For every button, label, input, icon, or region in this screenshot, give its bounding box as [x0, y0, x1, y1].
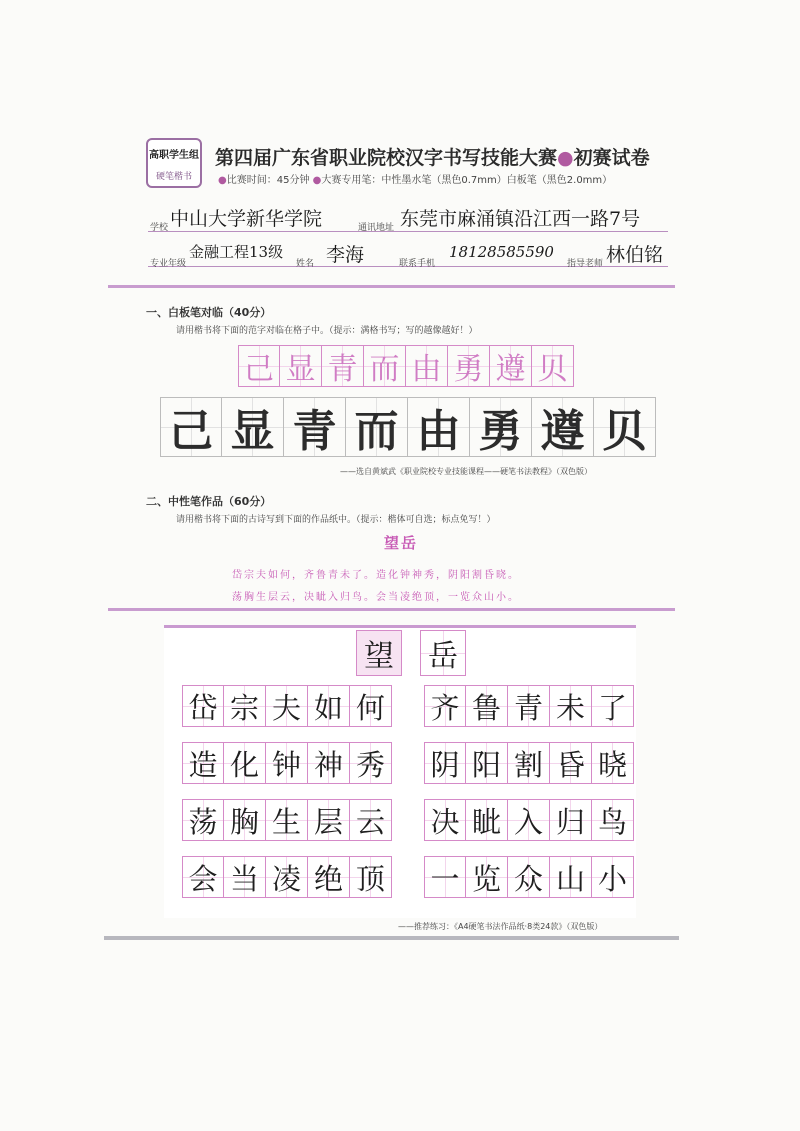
work-char: 夫 — [266, 685, 308, 727]
model-char: 由 — [406, 345, 448, 387]
poem-title: 望岳 — [384, 534, 419, 552]
work-row-3-right — [424, 799, 634, 841]
work-row-4-right — [424, 856, 634, 898]
work-char: 阴 — [424, 742, 466, 784]
work-row-2-left — [182, 742, 392, 784]
work-char: 如 — [308, 685, 350, 727]
phone-value: 18128585590 — [449, 243, 554, 261]
address-value: 东莞市麻涌镇沿江西一路7号 — [400, 208, 641, 230]
section1-source: ——选自黄斌武《职业院校专业技能课程——硬笔书法教程》（双色版） — [340, 467, 592, 476]
work-row-3-left — [182, 799, 392, 841]
work-char: 顶 — [350, 856, 392, 898]
work-row-4-left — [182, 856, 392, 898]
work-char: 化 — [224, 742, 266, 784]
work-char: 神 — [308, 742, 350, 784]
work-char: 青 — [508, 685, 550, 727]
name-label: 姓名 — [296, 259, 315, 269]
written-char: 而 — [346, 397, 408, 457]
work-char: 一 — [424, 856, 466, 898]
model-char: 勇 — [448, 345, 490, 387]
category-badge — [146, 138, 202, 188]
badge-group-label: 高职学生组 — [149, 150, 199, 161]
work-char: 层 — [308, 799, 350, 841]
title-suffix: 初赛试卷 — [573, 147, 650, 169]
model-char: 青 — [322, 345, 364, 387]
written-char: 遵 — [532, 397, 594, 457]
model-char: 遵 — [490, 345, 532, 387]
title-main: 第四届广东省职业院校汉字书写技能大赛 — [215, 147, 558, 169]
badge-style-label: 硬笔楷书 — [155, 172, 192, 182]
work-char: 当 — [224, 856, 266, 898]
work-char: 云 — [350, 799, 392, 841]
model-char: 贝 — [532, 345, 574, 387]
written-char: 己 — [160, 397, 222, 457]
section2-divider — [108, 608, 675, 611]
teacher-value: 林伯铭 — [606, 244, 664, 266]
major-value: 金融工程13级 — [189, 243, 284, 261]
work-char: 鲁 — [466, 685, 508, 727]
exam-time: 比赛时间：45分钟 — [226, 175, 310, 186]
work-char: 宗 — [224, 685, 266, 727]
work-char: 了 — [592, 685, 634, 727]
header-divider — [108, 285, 675, 288]
work-title-char: 岳 — [420, 630, 466, 676]
work-char: 决 — [424, 799, 466, 841]
work-char: 岱 — [182, 685, 224, 727]
exam-info — [218, 171, 612, 186]
written-char-grid — [160, 397, 656, 457]
section2-instructions: 请用楷书将下面的古诗写到下面的作品纸中。（提示：楷体可自选；标点免写！） — [176, 515, 496, 525]
work-char: 鸟 — [592, 799, 634, 841]
work-char: 凌 — [266, 856, 308, 898]
work-char: 归 — [550, 799, 592, 841]
model-char: 己 — [238, 345, 280, 387]
section1-instructions: 请用楷书将下面的范字对临在格子中。（提示：满格书写；写的越像越好！） — [176, 326, 478, 336]
work-char: 造 — [182, 742, 224, 784]
phone-label: 联系手机 — [399, 259, 436, 269]
work-char: 览 — [466, 856, 508, 898]
written-char: 贝 — [594, 397, 656, 457]
school-label: 学校 — [150, 223, 169, 233]
written-char: 由 — [408, 397, 470, 457]
work-char: 生 — [266, 799, 308, 841]
model-char-grid — [238, 345, 574, 387]
work-char: 胸 — [224, 799, 266, 841]
work-title-grid-2 — [420, 630, 466, 676]
info-dot-1: ● — [218, 175, 227, 186]
written-char: 青 — [284, 397, 346, 457]
poem-line-1: 岱宗夫如何，齐鲁青未了。造化钟神秀，阴阳割昏晓。 — [232, 570, 520, 581]
work-char: 会 — [182, 856, 224, 898]
work-char: 众 — [508, 856, 550, 898]
work-char: 小 — [592, 856, 634, 898]
work-char: 眦 — [466, 799, 508, 841]
work-char: 未 — [550, 685, 592, 727]
address-label: 通讯地址 — [358, 223, 395, 233]
info-dot-2: ● — [312, 175, 322, 186]
work-row-1-right — [424, 685, 634, 727]
section2-heading: 二、中性笔作品（60分） — [146, 495, 272, 508]
work-char: 齐 — [424, 685, 466, 727]
work-char: 入 — [508, 799, 550, 841]
work-char: 钟 — [266, 742, 308, 784]
work-title-grid — [356, 630, 402, 676]
work-char: 荡 — [182, 799, 224, 841]
recommend-note: ——推荐练习：《A4硬笔书法作品纸·8类24款》（双色版） — [398, 922, 603, 931]
teacher-label: 指导老师 — [567, 259, 604, 269]
written-char: 显 — [222, 397, 284, 457]
work-char: 山 — [550, 856, 592, 898]
title-separator-dot: ● — [557, 147, 574, 169]
model-char: 而 — [364, 345, 406, 387]
model-char: 显 — [280, 345, 322, 387]
work-char: 昏 — [550, 742, 592, 784]
section1-heading: 一、白板笔对临（40分） — [146, 306, 272, 319]
poem-line-2: 荡胸生层云，决眦入归鸟。会当凌绝顶，一览众山小。 — [232, 592, 520, 603]
school-value: 中山大学新华学院 — [170, 208, 323, 230]
work-char: 割 — [508, 742, 550, 784]
page-title — [215, 143, 650, 170]
work-char: 绝 — [308, 856, 350, 898]
work-row-2-right — [424, 742, 634, 784]
exam-pens: 大赛专用笔：中性墨水笔（黑色0.7mm）白板笔（黑色2.0mm） — [321, 175, 613, 186]
major-label: 专业年级 — [150, 259, 187, 269]
work-char: 何 — [350, 685, 392, 727]
name-value: 李海 — [326, 244, 365, 266]
work-char: 秀 — [350, 742, 392, 784]
work-char: 阳 — [466, 742, 508, 784]
work-title-char: 望 — [356, 630, 402, 676]
work-char: 晓 — [592, 742, 634, 784]
written-char: 勇 — [470, 397, 532, 457]
work-row-1-left — [182, 685, 392, 727]
bottom-divider — [104, 936, 679, 940]
